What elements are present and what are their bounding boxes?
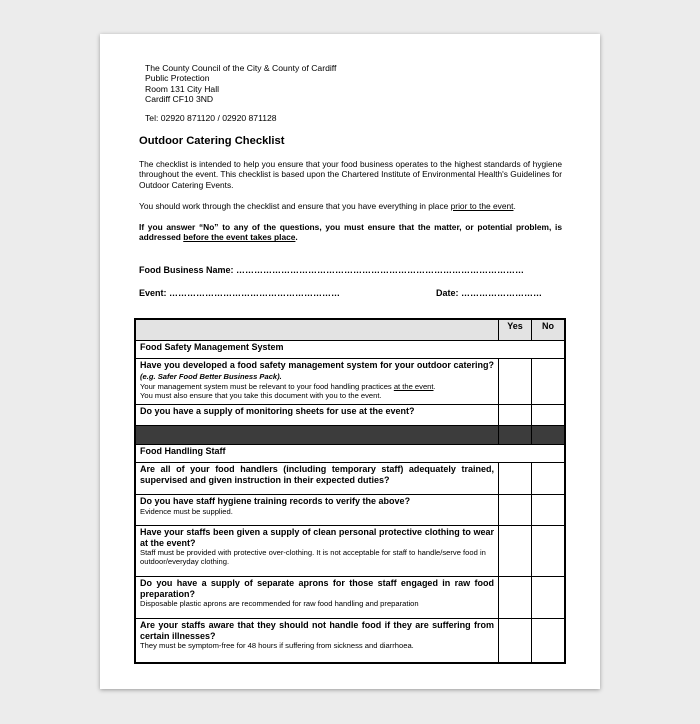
- table-row: [135, 619, 565, 663]
- warning-text: If you answer “No” to any of the questions, you must ensure that the matter, or potential problem, is addressed: [139, 222, 562, 243]
- question-text: Do you have a supply of monitoring sheets for use at the event?: [140, 406, 415, 416]
- question-text: Do you have staff hygiene training records to verify the above?: [140, 496, 411, 506]
- instruction-emphasis: prior to the event: [450, 201, 514, 211]
- yes-checkbox-cell[interactable]: [499, 359, 532, 405]
- section-title: Food Handling Staff: [135, 445, 565, 463]
- table-row: [135, 359, 565, 405]
- page-title: Outdoor Catering Checklist: [139, 135, 285, 147]
- instruction-text: You should work through the checklist and ensure that you have everything in place: [139, 201, 451, 211]
- separator-cell: [532, 426, 566, 445]
- question-note: They must be symptom-free for 48 hours if suffering from sickness and diarrhoea.: [140, 641, 414, 651]
- separator-row: [135, 426, 565, 445]
- question-note: Staff must be provided with protective over-clothing. It is not acceptable for staff to handle/serve food in outdoor/everyday clothing.: [140, 548, 486, 567]
- warning-paragraph: [139, 222, 562, 243]
- checklist-table: [134, 318, 566, 664]
- no-checkbox-cell[interactable]: [532, 359, 566, 405]
- question-main: Have you developed a food safety management system for your outdoor catering?: [140, 360, 494, 370]
- date-field[interactable]: Date: ………………………: [436, 288, 543, 298]
- table-header-row: [135, 319, 565, 341]
- table-row: [135, 577, 565, 619]
- telephone-line: Tel: 02920 871120 / 02920 871128: [145, 113, 277, 123]
- table-row: [135, 405, 565, 426]
- no-column-header: No: [532, 319, 566, 341]
- separator-cell: [135, 426, 499, 445]
- question-text: Have your staffs been given a supply of clean personal protective clothing to wear at the event?: [140, 527, 494, 548]
- address-line: Cardiff CF10 3ND: [145, 94, 214, 105]
- warning-end: .: [295, 232, 298, 243]
- yes-checkbox-cell[interactable]: [499, 495, 532, 526]
- question-cell: [135, 619, 499, 663]
- header-blank-cell: [135, 319, 499, 341]
- note-emphasis: at the event: [393, 382, 434, 392]
- warning-emphasis: before the event takes place: [183, 232, 296, 243]
- yes-column-header: Yes: [499, 319, 532, 341]
- address-line: Room 131 City Hall: [145, 83, 220, 94]
- question-cell: [135, 463, 499, 495]
- question-note: Disposable plastic aprons are recommended for raw food handling and preparation: [140, 599, 419, 609]
- question-note: [140, 382, 494, 391]
- question-cell: [135, 495, 499, 526]
- question-text: [140, 360, 494, 382]
- council-address: [145, 63, 336, 105]
- question-example: (e.g. Safer Food Better Business Pack).: [140, 371, 282, 381]
- no-checkbox-cell[interactable]: [532, 495, 566, 526]
- yes-checkbox-cell[interactable]: [499, 405, 532, 426]
- section-row: [135, 445, 565, 463]
- question-text: Are your staffs aware that they should not handle food if they are suffering from certain illnesses?: [140, 620, 494, 641]
- question-cell: [135, 577, 499, 619]
- question-note: You must also ensure that you take this document with you to the event.: [140, 391, 382, 401]
- table-row: [135, 495, 565, 526]
- business-name-field[interactable]: Food Business Name: ……………………………………………………………………………………: [139, 265, 525, 275]
- question-text: Do you have a supply of separate aprons for those staff engaged in raw food preparation?: [140, 578, 494, 599]
- instruction-paragraph: [139, 201, 562, 211]
- note-end: .: [433, 382, 436, 392]
- question-cell: [135, 359, 499, 405]
- note-text: Your management system must be relevant to your food handling practices: [140, 382, 394, 392]
- question-note: Evidence must be supplied.: [140, 506, 233, 516]
- question-cell: [135, 526, 499, 577]
- question-cell: [135, 405, 499, 426]
- no-checkbox-cell[interactable]: [532, 619, 566, 663]
- table-row: [135, 526, 565, 577]
- section-row: [135, 341, 565, 359]
- no-checkbox-cell[interactable]: [532, 405, 566, 426]
- address-line: The County Council of the City & County of Cardiff: [145, 63, 337, 73]
- instruction-end: .: [513, 201, 516, 211]
- document-page: [100, 34, 600, 689]
- address-line: Public Protection: [145, 73, 210, 84]
- no-checkbox-cell[interactable]: [532, 577, 566, 619]
- no-checkbox-cell[interactable]: [532, 526, 566, 577]
- question-text: Are all of your food handlers (including temporary staff) adequately trained, supervised and given instruction in their expected duties?: [140, 464, 494, 485]
- yes-checkbox-cell[interactable]: [499, 577, 532, 619]
- yes-checkbox-cell[interactable]: [499, 526, 532, 577]
- no-checkbox-cell[interactable]: [532, 463, 566, 495]
- event-field[interactable]: Event: …………………………………………………: [139, 288, 341, 298]
- intro-paragraph: The checklist is intended to help you ensure that your food business operates to the highest standards of hygiene throughout the event. This checklist is based upon the Chartered Institute of Environmental Health's Guidelines for Outdoor Catering Events.: [139, 159, 562, 190]
- table-row: [135, 463, 565, 495]
- yes-checkbox-cell[interactable]: [499, 463, 532, 495]
- yes-checkbox-cell[interactable]: [499, 619, 532, 663]
- section-title: Food Safety Management System: [135, 341, 565, 359]
- separator-cell: [499, 426, 532, 445]
